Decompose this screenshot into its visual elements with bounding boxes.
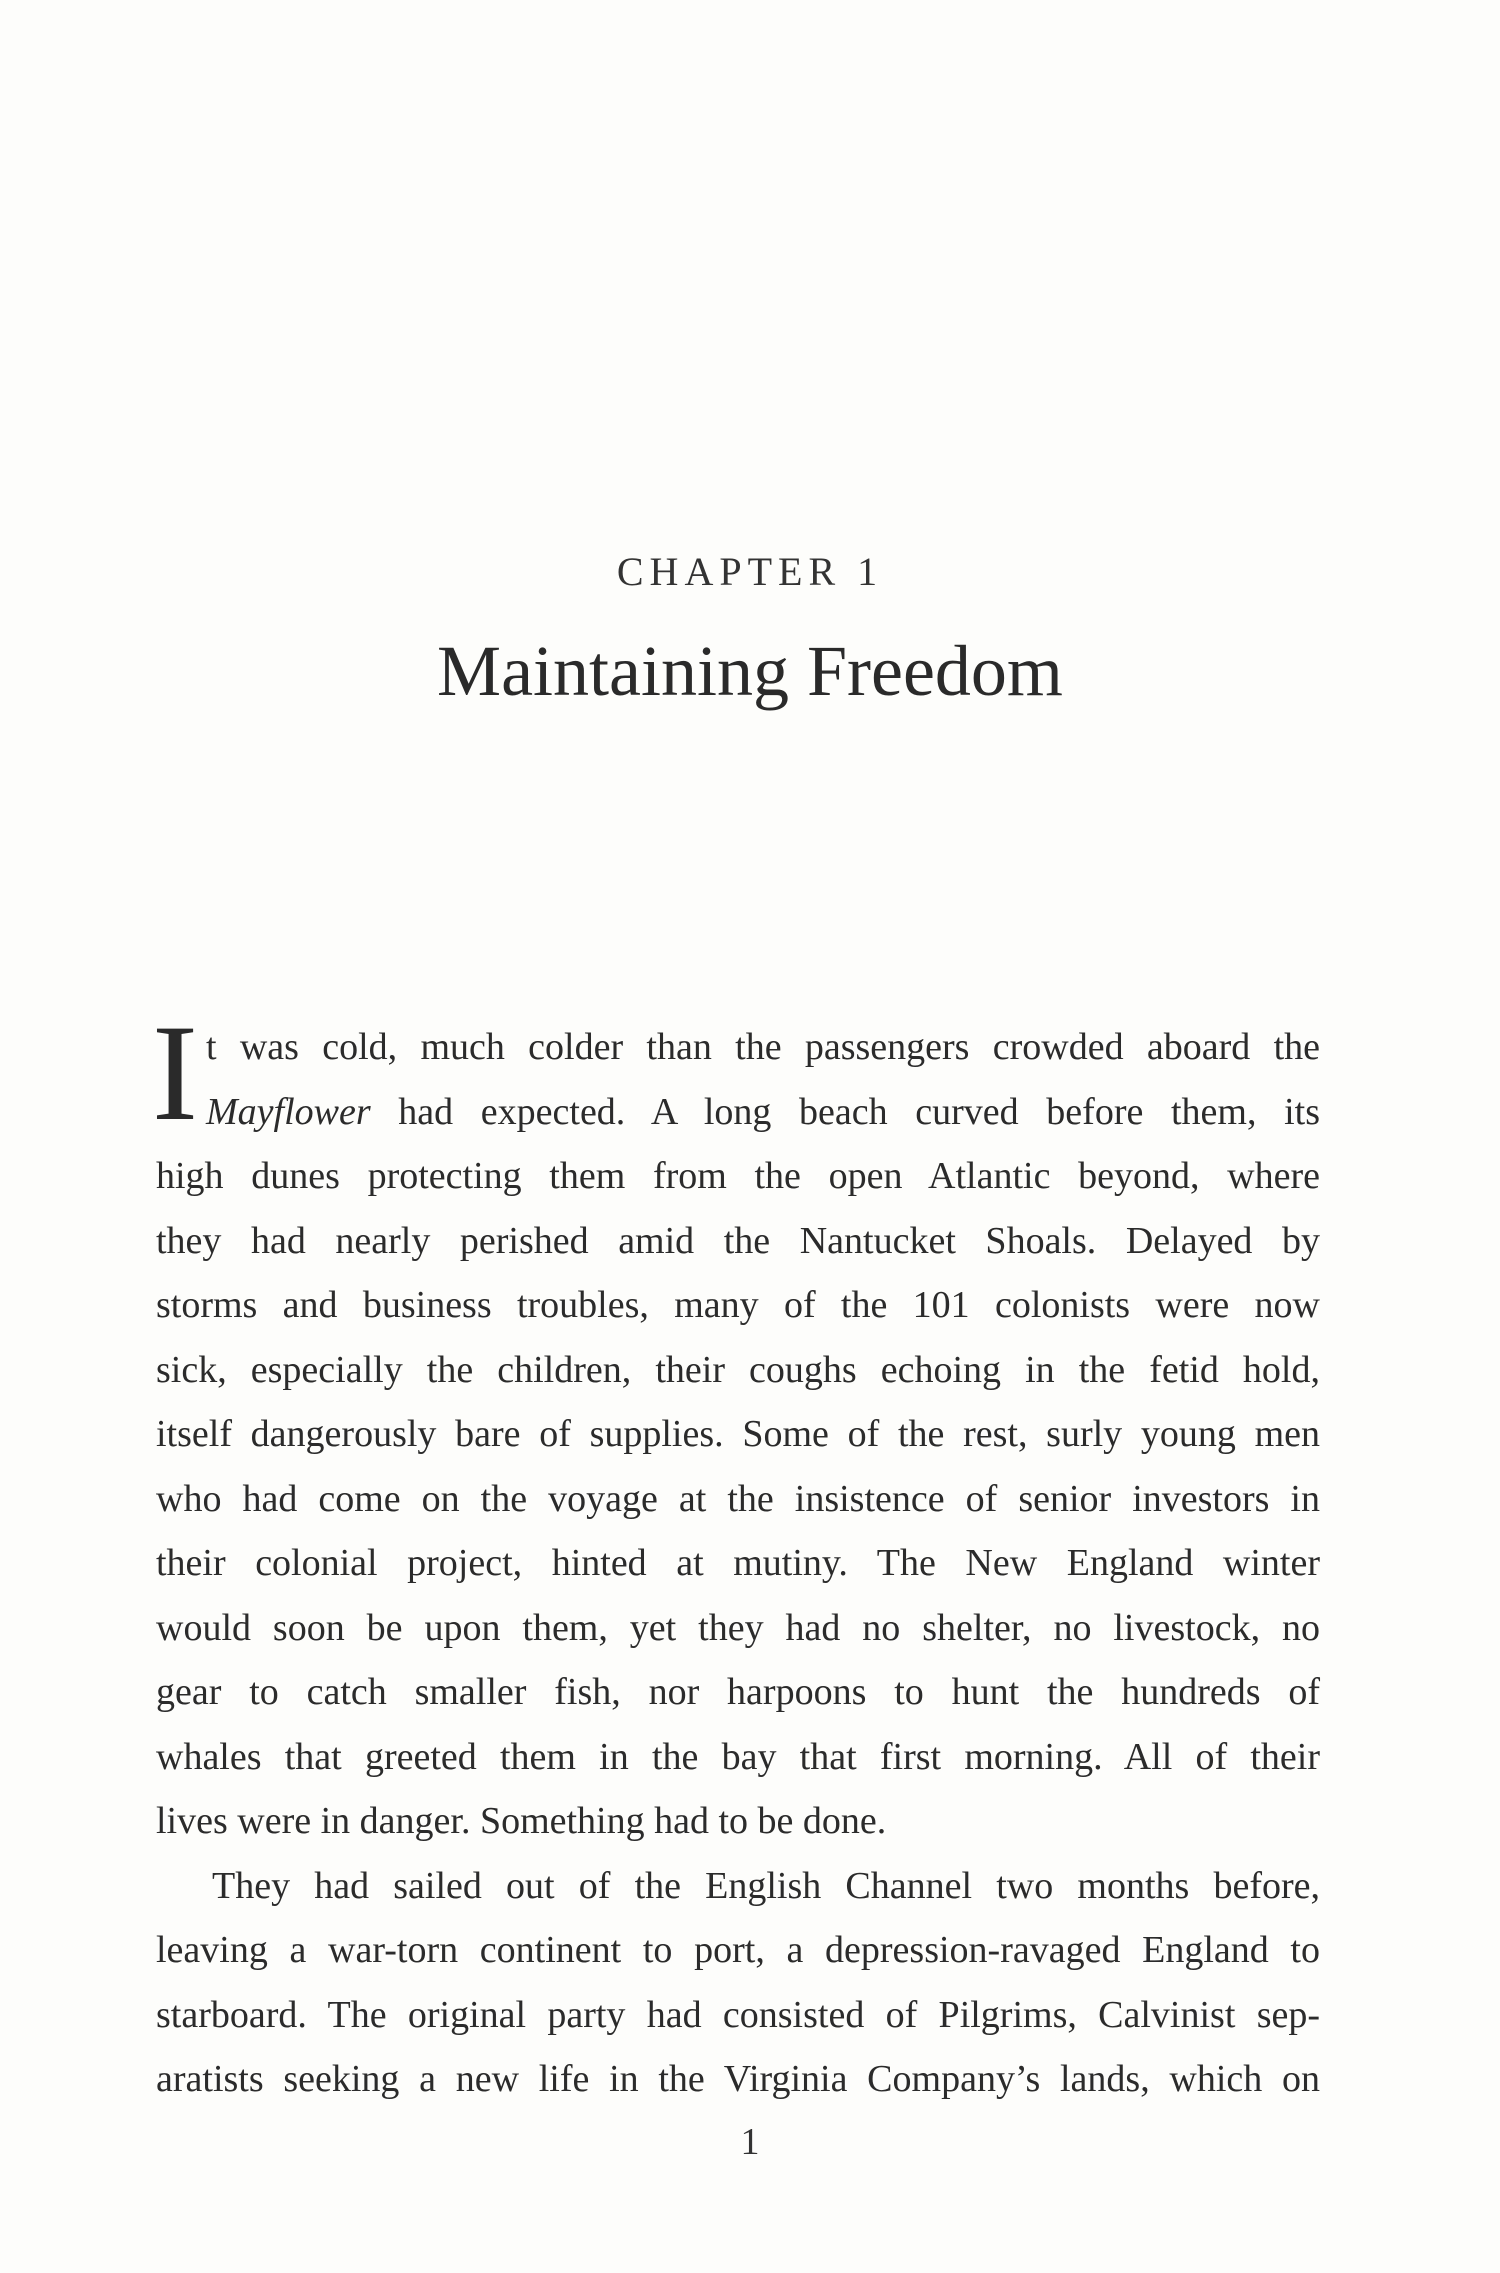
- paragraph-line: aratists seeking a new life in the Virginia Company’s lands, which on: [156, 2058, 1320, 2100]
- paragraph-line: starboard. The original party had consisted of Pilgrims, Calvinist sep-: [156, 1993, 1320, 2036]
- ship-name: Mayflower: [206, 1090, 371, 1133]
- paragraph-line: sick, especially the children, their coughs echoing in the fetid hold,: [156, 1348, 1320, 1391]
- paragraph-line: they had nearly perished amid the Nantucket Shoals. Delayed by: [156, 1219, 1320, 1262]
- paragraph-line: itself dangerously bare of supplies. Some of the rest, surly young men: [156, 1413, 1320, 1455]
- paragraph-line: gear to catch smaller fish, nor harpoons to hunt the hundreds of: [156, 1671, 1320, 1713]
- chapter-title: Maintaining Freedom: [437, 631, 1063, 711]
- body-text: [152, 996, 1320, 2112]
- paragraph-line: storms and business troubles, many of the 101 colonists were now: [156, 1284, 1320, 1326]
- drop-cap: I: [152, 996, 198, 1149]
- paragraph-line: whales that greeted them in the bay that first morning. All of their: [156, 1735, 1320, 1778]
- chapter-label: CHAPTER 1: [616, 549, 884, 594]
- paragraph-line: their colonial project, hinted at mutiny. The New England winter: [156, 1542, 1320, 1584]
- paragraph-line: who had come on the voyage at the insistence of senior investors in: [156, 1477, 1320, 1520]
- line-text: t was cold, much colder than the passengers crowded aboard the: [206, 1026, 1320, 1068]
- paragraph-line: would soon be upon them, yet they had no shelter, no livestock, no: [156, 1606, 1320, 1649]
- paragraph-line: lives were in danger. Something had to be done.: [156, 1800, 887, 1842]
- paragraph-line: leaving a war-torn continent to port, a depression-ravaged England to: [156, 1929, 1320, 1971]
- line-text: had expected. A long beach curved before them, its: [398, 1090, 1320, 1133]
- paragraph-line: high dunes protecting them from the open Atlantic beyond, where: [156, 1155, 1320, 1197]
- paragraph-line: [156, 1080, 1320, 1145]
- paragraph-line: They had sailed out of the English Channel two months before,: [212, 1864, 1320, 1907]
- page-number: 1: [740, 2121, 760, 2163]
